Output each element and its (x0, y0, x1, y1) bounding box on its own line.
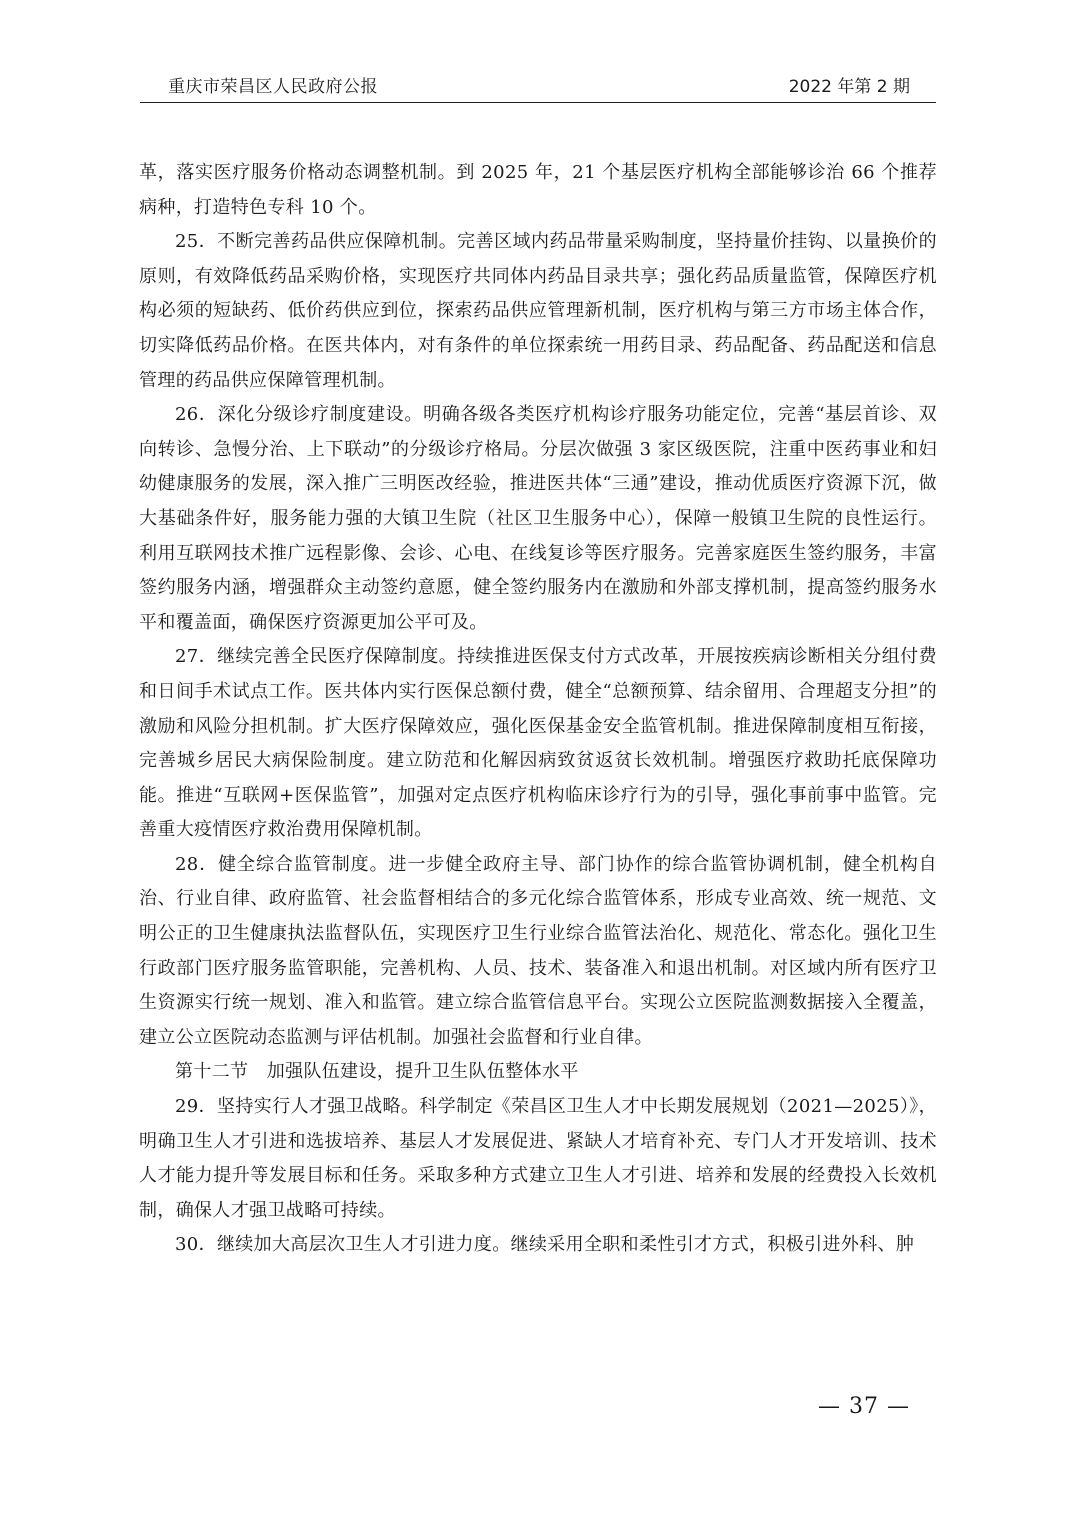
paragraph-item-28: 28．健全综合监管制度。进一步健全政府主导、部门协作的综合监管协调机制，健全机构自治、行业自律、政府监管、社会监督相结合的多元化综合监管体系，形成专业高效、统一规范、文明公正的卫生健康执法监督队伍，实现医疗卫生行业综合监管法治化、规范化、常态化。强化卫生行政部门医疗服务监管职能，完善机构、人员、技术、装备准入和退出机制。对区域内所有医疗卫生资源实行统一规划、准入和监管。建立综合监管信息平台。实现公立医院监测数据接入全覆盖，建立公立医院动态监测与评估机制。加强社会监督和行业自律。 (139, 853, 937, 1048)
paragraph-item-29: 29．坚持实行人才强卫战略。科学制定《荣昌区卫生人才中长期发展规划（2021—2025）》，明确卫生人才引进和选拔培养、基层人才发展促进、紧缺人才培育补充、专门人才开发培训、技术人才能力提升等发展目标和任务。采取多种方式建立卫生人才引进、培养和发展的经费投入长效机制，确保人才强卫战略可持续。 (139, 1096, 937, 1221)
page-number: — 37 — (818, 1394, 910, 1419)
publication-title: 重庆市荣昌区人民政府公报 (168, 77, 378, 97)
document-body (139, 156, 937, 1263)
paragraph-continued: 革，落实医疗服务价格动态调整机制。到 2025 年，21 个基层医疗机构全部能够诊治 66 个推荐病种，打造特色专科 10 个。 (139, 162, 937, 218)
paragraph-item-25: 25．不断完善药品供应保障机制。完善区域内药品带量采购制度，坚持量价挂钩、以量换价的原则，有效降低药品采购价格，实现医疗共同体内药品目录共享；强化药品质量监管，保障医疗机构必须的短缺药、低价药供应到位，探索药品供应管理新机制，医疗机构与第三方市场主体合作，切实降低药品价格。在医共体内，对有条件的单位探索统一用药目录、药品配备、药品配送和信息管理的药品供应保障管理机制。 (139, 231, 937, 391)
paragraph-item-26: 26．深化分级诊疗制度建设。明确各级各类医疗机构诊疗服务功能定位，完善“基层首诊、双向转诊、急慢分治、上下联动”的分级诊疗格局。分层次做强 3 家区级医院，注重中医药事业和妇幼健康服务的发展，深入推广三明医改经验，推进医共体“三通”建设，推动优质医疗资源下沉，做大基础条件好，服务能力强的大镇卫生院（社区卫生服务中心），保障一般镇卫生院的良性运行。利用互联网技术推广远程影像、会诊、心电、在线复诊等医疗服务。完善家庭医生签约服务，丰富签约服务内涵，增强群众主动签约意愿，健全签约服务内在激励和外部支撑机制，提高签约服务水平和覆盖面，确保医疗资源更加公平可及。 (139, 404, 937, 633)
issue-label: 2022 年第 2 期 (788, 77, 910, 97)
paragraph-item-30: 30．继续加大高层次卫生人才引进力度。继续采用全职和柔性引才方式，积极引进外科、肿 (175, 1234, 915, 1256)
page-header (140, 76, 936, 103)
section-heading: 第十二节 加强队伍建设，提升卫生队伍整体水平 (175, 1061, 579, 1083)
paragraph-item-27: 27．继续完善全民医疗保障制度。持续推进医保支付方式改革，开展按疾病诊断相关分组付费和日间手术试点工作。医共体内实行医保总额付费，健全“总额预算、结余留用、合理超支分担”的激励和风险分担机制。扩大医疗保障效应，强化医保基金安全监管机制。推进保障制度相互衔接，完善城乡居民大病保险制度。建立防范和化解因病致贫返贫长效机制。增强医疗救助托底保障功能。推进“互联网+医保监管”，加强对定点医疗机构临床诊疗行为的引导，强化事前事中监管。完善重大疫情医疗救治费用保障机制。 (139, 646, 937, 841)
